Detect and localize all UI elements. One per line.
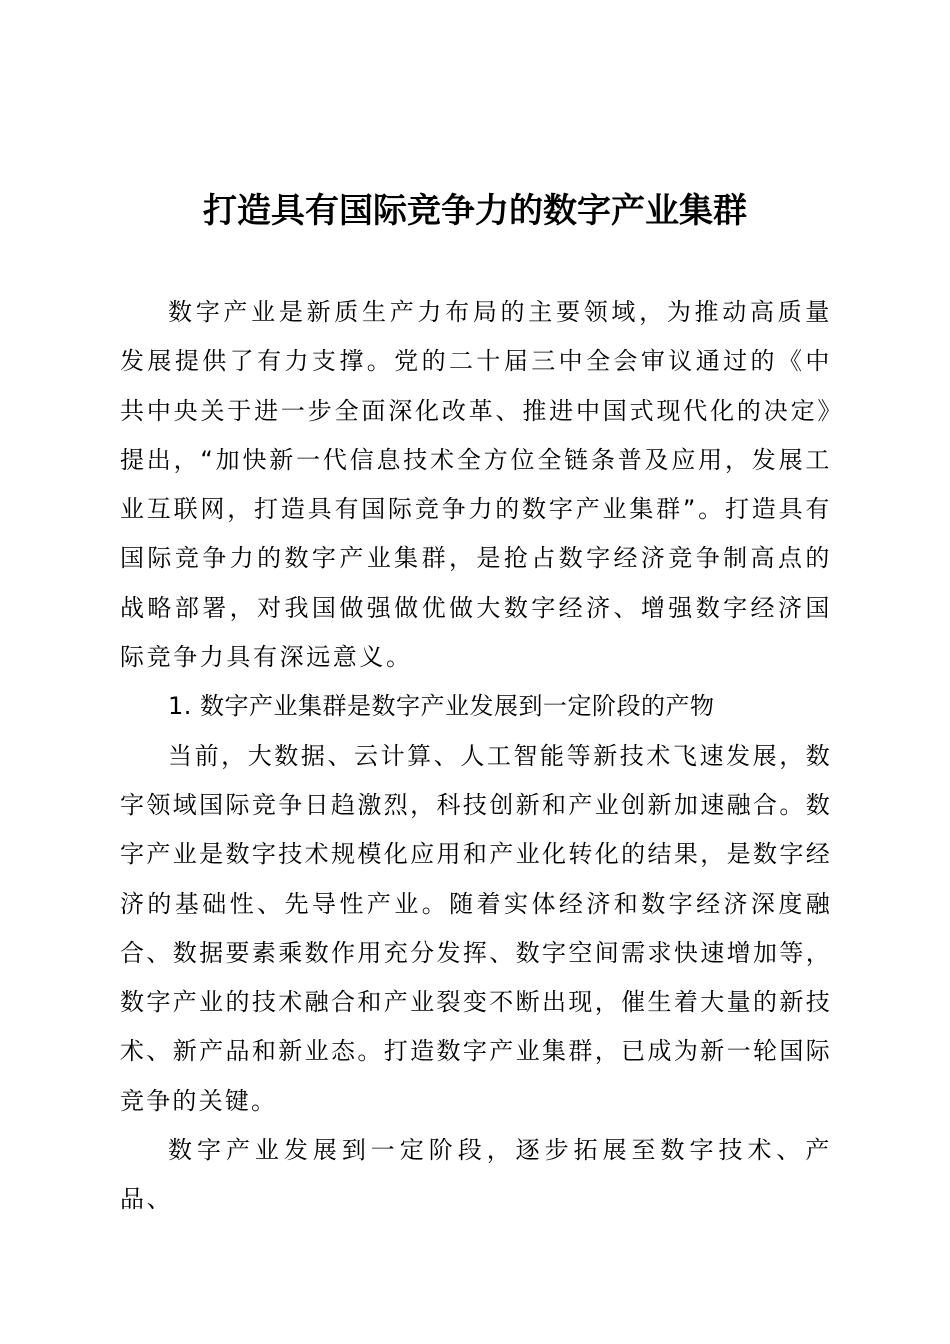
section-heading-1: 1. 数字产业集群是数字产业发展到一定阶段的产物: [168, 692, 715, 721]
paragraph-current-situation: 当前，大数据、云计算、人工智能等新技术飞速发展，数字领域国际竞争日趋激烈，科技创新和产业创新加速融合。数字产业是数字技术规模化应用和产业化转化的结果，是数字经济的基础性、先导性产业。随着实体经济和数字经济深度融合、数据要素乘数作用充分发挥、数字空间需求快速增加等，数字产业的技术融合和产业裂变不断出现，催生着大量的新技术、新产品和新业态。打造数字产业集群，已成为新一轮国际竞争的关键。: [120, 741, 832, 1115]
paragraph-intro: 数字产业是新质生产力布局的主要领域，为推动高质量发展提供了有力支撑。党的二十届三中全会审议通过的《中共中央关于进一步全面深化改革、推进中国式现代化的决定》提出，“加快新一代信息技术全方位全链条普及应用，发展工业互联网，打造具有国际竞争力的数字产业集群”。打造具有国际竞争力的数字产业集群，是抢占数字经济竞争制高点的战略部署，对我国做强做优做大数字经济、增强数字经济国际竞争力具有深远意义。: [120, 298, 832, 672]
page-title: 打造具有国际竞争力的数字产业集群: [203, 191, 747, 231]
paragraph-development-stage: 数字产业发展到一定阶段，逐步拓展至数字技术、产品、: [120, 1136, 832, 1214]
document-body: [120, 288, 832, 1225]
